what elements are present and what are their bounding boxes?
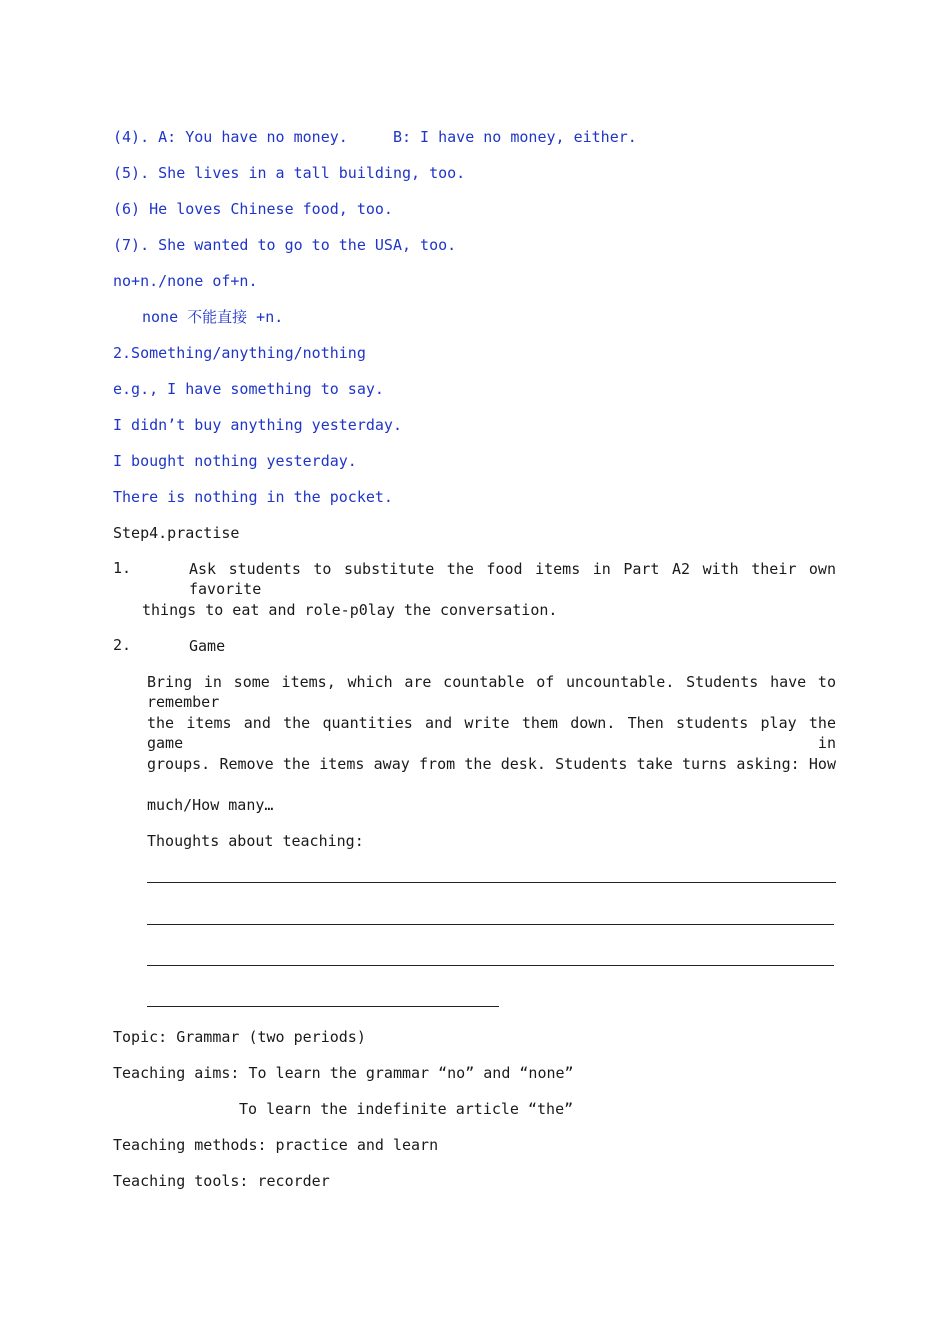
writing-line	[147, 965, 834, 966]
example-line-5: (5). She lives in a tall building, too.	[113, 164, 466, 182]
item2-number: 2.	[113, 636, 132, 654]
item1-number: 1.	[113, 559, 132, 577]
teaching-methods-line: Teaching methods: practice and learn	[113, 1136, 439, 1154]
section2-example-2: I didn’t buy anything yesterday.	[113, 416, 402, 434]
teaching-aims-line1: Teaching aims: To learn the grammar “no” and “none”	[113, 1064, 574, 1082]
writing-line	[147, 1006, 499, 1007]
section2-example-4: There is nothing in the pocket.	[113, 488, 393, 506]
section2-example-3: I bought nothing yesterday.	[113, 452, 357, 470]
example-line-4: (4). A: You have no money. B: I have no money, either.	[113, 128, 637, 146]
thoughts-label: Thoughts about teaching:	[147, 832, 364, 850]
game-paragraph-line: groups. Remove the items away from the desk. Students take turns asking: How	[147, 755, 836, 773]
topic-line: Topic: Grammar (two periods)	[113, 1028, 366, 1046]
section2-example-1: e.g., I have something to say.	[113, 380, 384, 398]
item2-title: Game	[189, 637, 226, 655]
rule-none: none 不能直接 +n.	[142, 308, 284, 326]
teaching-aims-line2: To learn the indefinite article “the”	[239, 1100, 574, 1118]
example-line-6: (6) He loves Chinese food, too.	[113, 200, 393, 218]
section2-title: 2.Something/anything/nothing	[113, 344, 366, 362]
item1-line2: things to eat and role-p0lay the conversation.	[142, 601, 558, 619]
game-paragraph-line: the items and the quantities and write them down. Then students play the game in	[147, 714, 836, 752]
example-line-7: (7). She wanted to go to the USA, too.	[113, 236, 457, 254]
game-paragraph	[147, 672, 836, 836]
writing-line	[147, 924, 834, 925]
game-paragraph-line: much/How many…	[147, 796, 274, 814]
writing-line	[147, 882, 836, 883]
game-paragraph-line: Bring in some items, which are countable of uncountable. Students have to remember	[147, 673, 836, 711]
teaching-tools-line: Teaching tools: recorder	[113, 1172, 330, 1190]
rule-no: no+n./none of+n.	[113, 272, 258, 290]
step4-title: Step4.practise	[113, 524, 240, 542]
item1-line1: Ask students to substitute the food items in Part A2 with their own favorite	[189, 560, 836, 598]
